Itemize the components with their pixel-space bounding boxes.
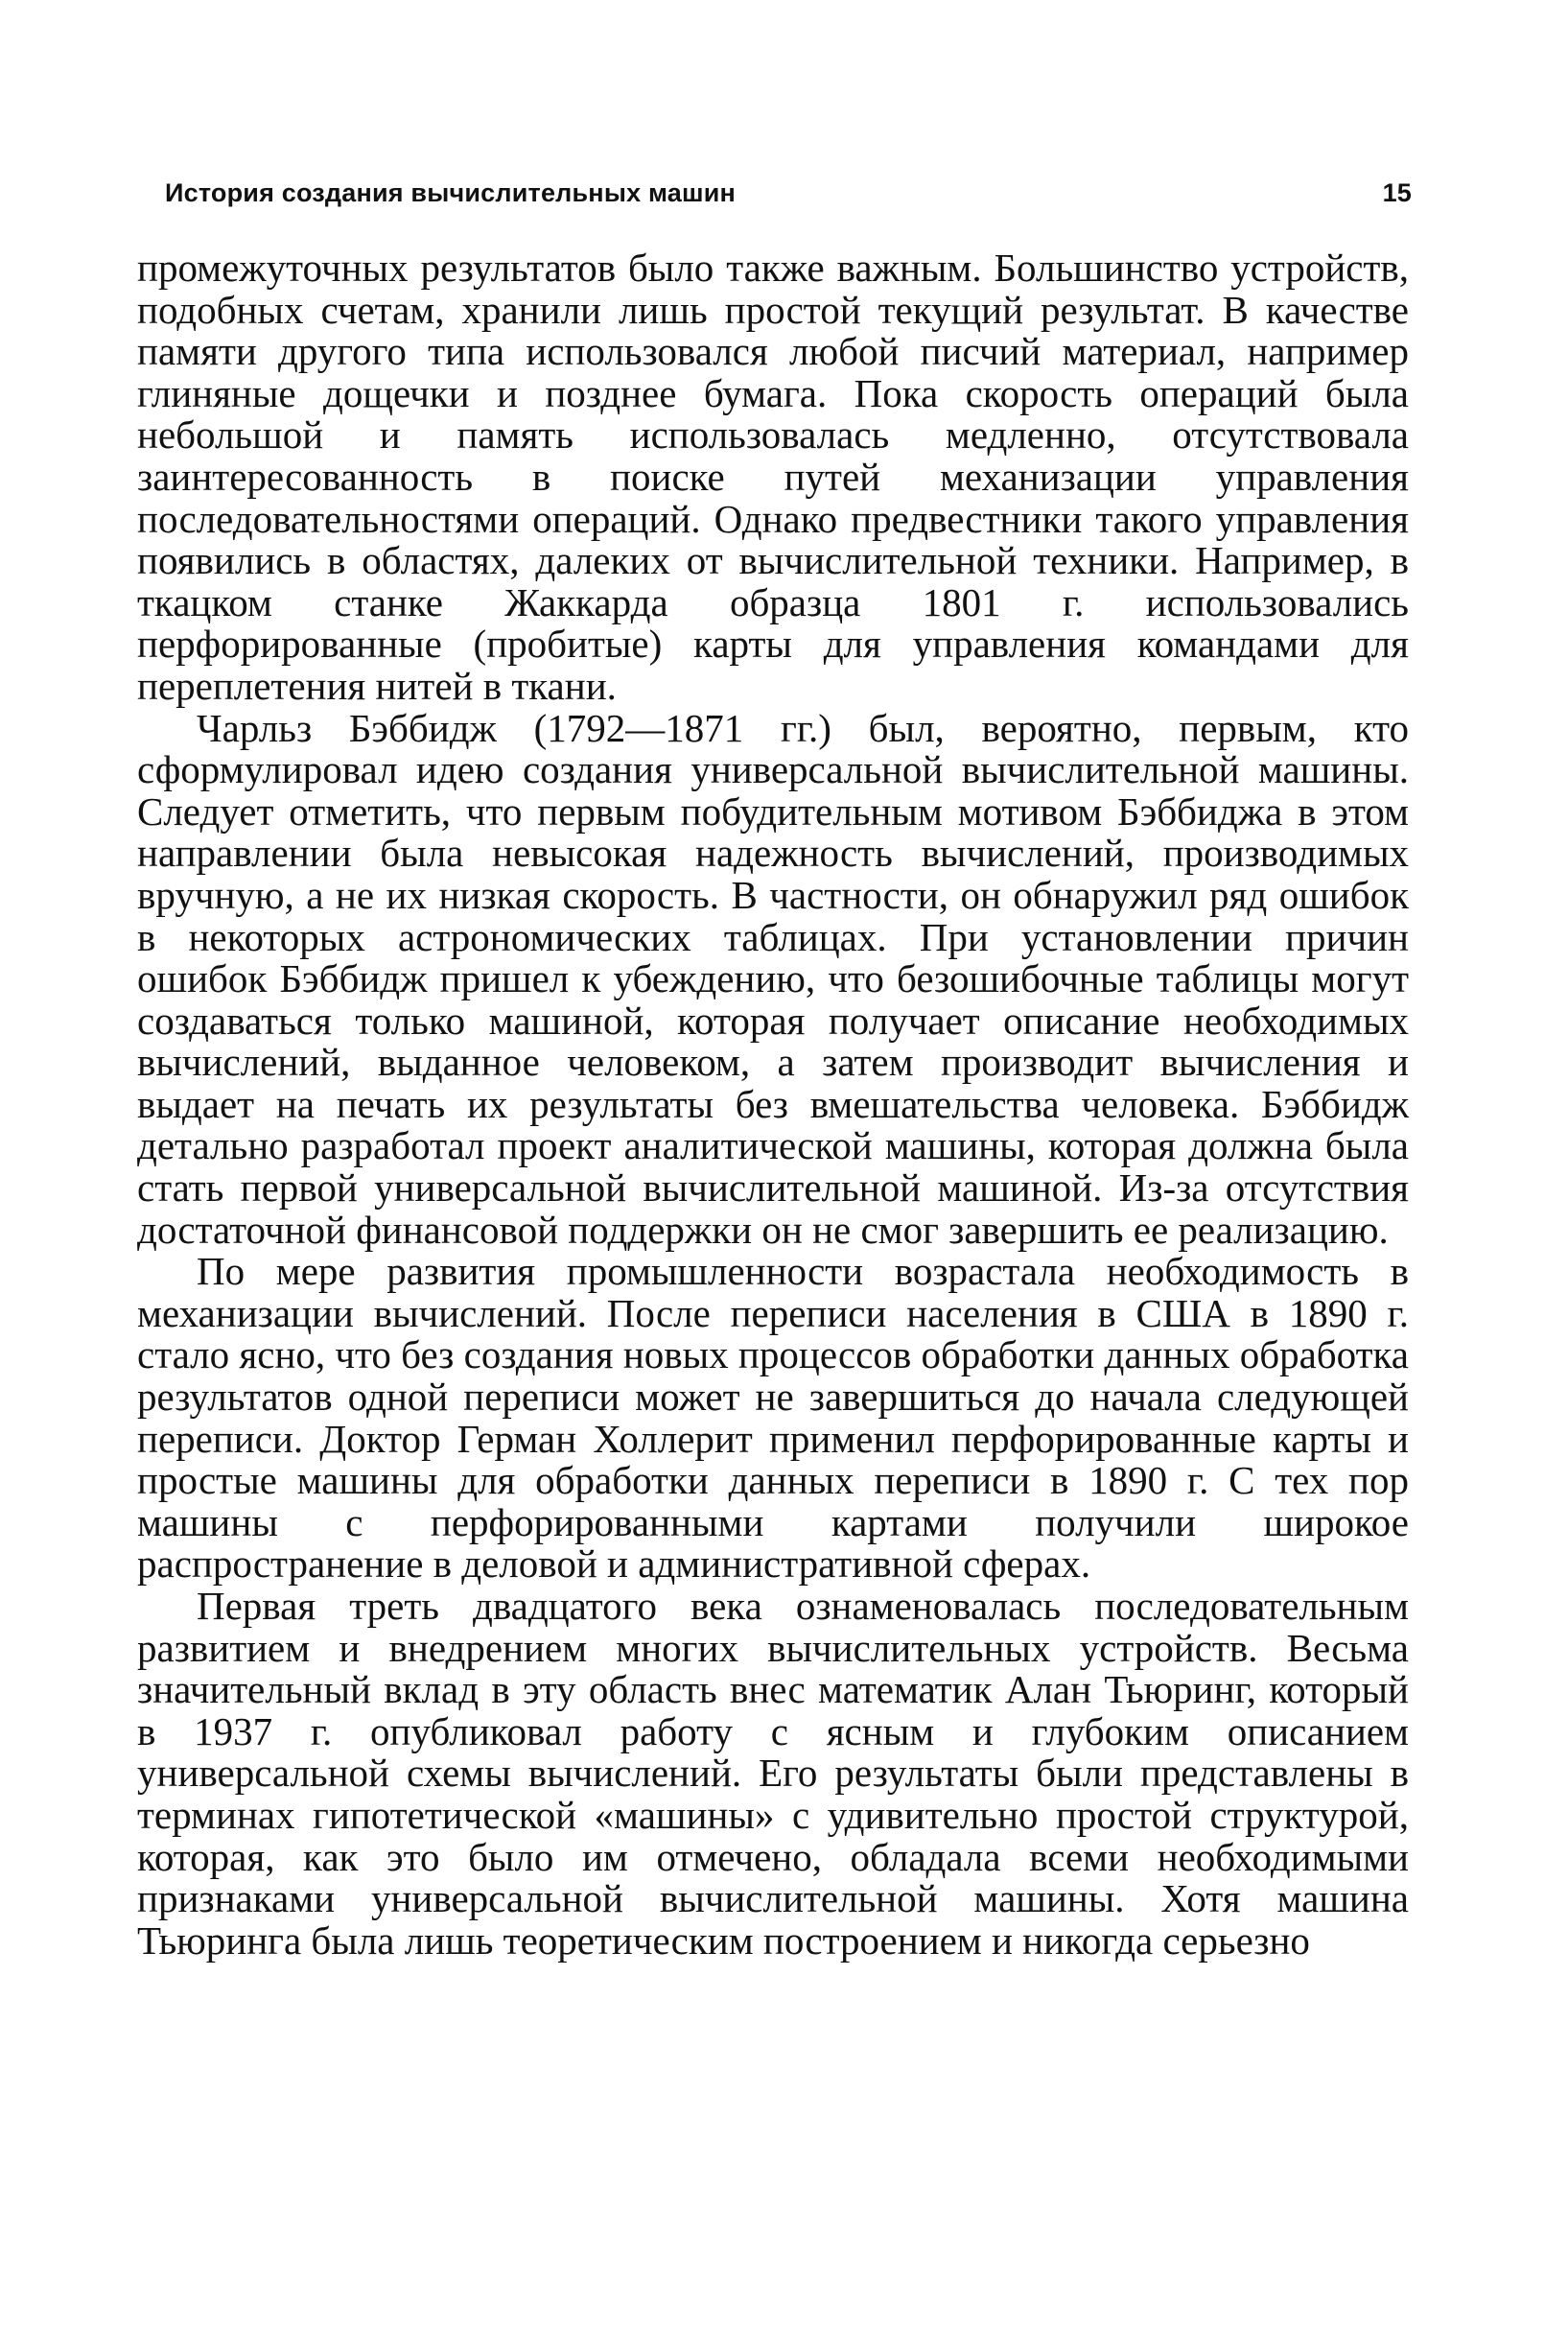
running-head	[165, 174, 1412, 212]
paragraph-turing: Первая треть двадцатого века ознаменовалась последовательным развитием и внедрением многих вычислительных устройств. Весьма значительный вклад в эту область внес математик Алан Тьюринг, который в 1937 г. опубликовал работу с ясным и глубоким описанием универсальной схемы вычислений. Его результаты были представлены в терминах гипотетической «машины» с удивительно простой структурой, которая, как это было им отмечено, обладала всеми необходимыми признаками универсальной вычислительной машины. Хотя машина Тьюринга была лишь теоретическим построением и никогда серьезно	[137, 1584, 1409, 1963]
paragraph-hollerith: По мере развития промышленности возрастала необходимость в механизации вычислений. После переписи населения в США в 1890 г. стало ясно, что без создания новых процессов обработки данных обработка результатов одной переписи может не завершиться до начала следующей переписи. Доктор Герман Холлерит применил перфорированные карты и простые машины для обработки данных переписи в 1890 г. С тех пор машины с перфорированными картами получили широкое распространение в деловой и административной сферах.	[137, 1249, 1409, 1587]
page-number: 15	[1382, 178, 1412, 207]
chapter-title: История создания вычислительных машин	[165, 178, 737, 207]
paragraph-continuation: промежуточных результатов было также важным. Большинство устройств, подобных счетам, хранили лишь простой текущий результат. В качестве памяти другого типа использовался любой писчий материал, например глиняные дощечки и позднее бумага. Пока скорость операций была небольшой и память использовалась медленно, отсутствовала заинтересованность в поиске путей механизации управления последовательностями операций. Однако предвестники такого управления появились в областях, далеких от вычислительной техники. Например, в ткацком станке Жаккарда образца 1801 г. использовались перфорированные (пробитые) карты для управления командами для переплетения нитей в ткани.	[137, 246, 1409, 708]
paragraph-babbage: Чарльз Бэббидж (1792—1871 гг.) был, вероятно, первым, кто сформулировал идею создания универсальной вычислительной машины. Следует отметить, что первым побудительным мотивом Бэббиджа в этом направлении была невысокая надежность вычислений, производимых вручную, а не их низкая скорость. В частности, он обнаружил ряд ошибок в некоторых астрономических таблицах. При установлении причин ошибок Бэббидж пришел к убеждению, что безошибочные таблицы могут создаваться только машиной, которая получает описание необходимых вычислений, выданное человеком, а затем производит вычисления и выдает на печать их результаты без вмешательства человека. Бэббидж детально разработал проект аналитической машины, которая должна была стать первой универсальной вычислительной машиной. Из-за отсутствия достаточной финансовой поддержки он не смог завершить ее реализацию.	[137, 705, 1409, 1252]
body-text	[137, 247, 1409, 1962]
